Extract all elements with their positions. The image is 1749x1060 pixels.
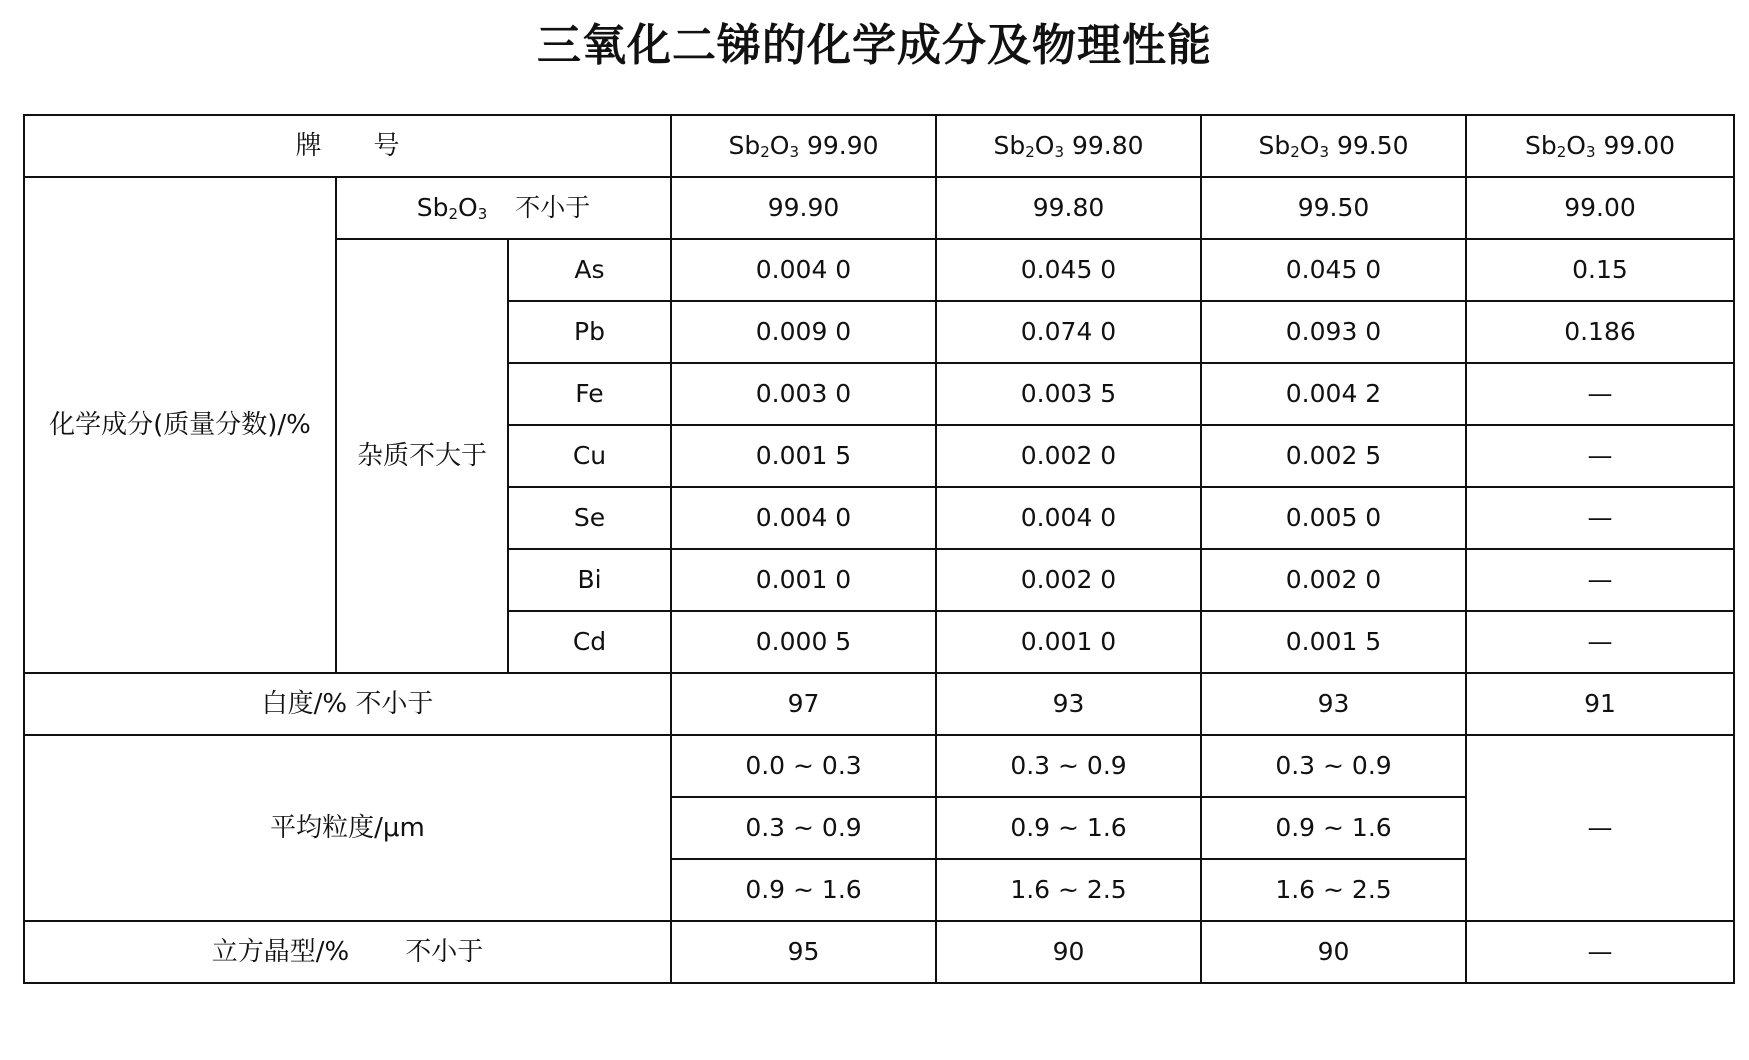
table-cell: 0.0 ~ 0.3 (671, 735, 936, 797)
table-cell: 99.80 (936, 177, 1201, 239)
table-cell: 0.002 0 (936, 549, 1201, 611)
grade-header-cell (24, 115, 671, 177)
particle-size-label: 平均粒度/μm (24, 735, 671, 921)
table-cell: 0.093 0 (1201, 301, 1466, 363)
table-cell: 0.002 0 (936, 425, 1201, 487)
table-cell: 0.001 5 (1201, 611, 1466, 673)
table-cell: — (1466, 921, 1734, 983)
table-cell: 90 (936, 921, 1201, 983)
main-content-label: $Sb_2O_3$ 不小于 (336, 177, 671, 239)
cubic-crystal-label: 立方晶型/% 不小于 (24, 921, 671, 983)
element-cell: As (508, 239, 671, 301)
table-cell: 1.6 ~ 2.5 (1201, 859, 1466, 921)
grade-cell-3: $Sb_2O_3$ 99.50 (1201, 115, 1466, 177)
table-row (24, 673, 1734, 735)
table-cell: 0.000 5 (671, 611, 936, 673)
grade-cell-4: $Sb_2O_3$ 99.00 (1466, 115, 1734, 177)
element-cell: Cu (508, 425, 671, 487)
table-cell: 0.3 ~ 0.9 (936, 735, 1201, 797)
table-cell: 0.009 0 (671, 301, 936, 363)
header-row (24, 115, 1734, 177)
table-cell: 93 (1201, 673, 1466, 735)
grade-cell-2: $Sb_2O_3$ 99.80 (936, 115, 1201, 177)
grade-header-label-a: 牌 (295, 131, 322, 161)
element-cell: Pb (508, 301, 671, 363)
table-cell: 99.50 (1201, 177, 1466, 239)
table-cell: 0.3 ~ 0.9 (671, 797, 936, 859)
table-cell: 91 (1466, 673, 1734, 735)
element-cell: Cd (508, 611, 671, 673)
table-cell: 0.003 0 (671, 363, 936, 425)
table-cell: — (1466, 735, 1734, 921)
table-cell: — (1466, 363, 1734, 425)
table-cell: 1.6 ~ 2.5 (936, 859, 1201, 921)
table-cell: 0.002 0 (1201, 549, 1466, 611)
element-cell: Bi (508, 549, 671, 611)
chem-composition-label: 化学成分(质量分数)/% (24, 177, 336, 673)
table-row (24, 177, 1734, 239)
whiteness-label: 白度/% 不小于 (24, 673, 671, 735)
table-row (24, 921, 1734, 983)
table-cell: 0.9 ~ 1.6 (671, 859, 936, 921)
table-cell: 93 (936, 673, 1201, 735)
table-cell: 90 (1201, 921, 1466, 983)
table-cell: 0.001 5 (671, 425, 936, 487)
table-row (24, 735, 1734, 797)
table-cell: 0.004 2 (1201, 363, 1466, 425)
spec-table (23, 114, 1735, 984)
page-title: 三氧化二锑的化学成分及物理性能 (537, 20, 1212, 71)
element-cell: Fe (508, 363, 671, 425)
grade-header-label-b: 号 (373, 131, 400, 161)
grade-cell-1: $Sb_2O_3$ 99.90 (671, 115, 936, 177)
table-cell: 0.005 0 (1201, 487, 1466, 549)
element-cell: Se (508, 487, 671, 549)
table-cell: 95 (671, 921, 936, 983)
table-cell: 0.9 ~ 1.6 (1201, 797, 1466, 859)
impurity-label: 杂质不大于 (336, 239, 508, 673)
table-cell: 0.002 5 (1201, 425, 1466, 487)
table-cell: 99.90 (671, 177, 936, 239)
table-cell: 0.074 0 (936, 301, 1201, 363)
table-cell: 0.045 0 (1201, 239, 1466, 301)
table-cell: 0.001 0 (936, 611, 1201, 673)
table-cell: 0.004 0 (671, 487, 936, 549)
table-cell: — (1466, 487, 1734, 549)
table-cell: 0.186 (1466, 301, 1734, 363)
table-cell: 0.3 ~ 0.9 (1201, 735, 1466, 797)
table-cell: 97 (671, 673, 936, 735)
table-cell: 0.15 (1466, 239, 1734, 301)
table-cell: 99.00 (1466, 177, 1734, 239)
table-cell: — (1466, 549, 1734, 611)
table-cell: 0.004 0 (936, 487, 1201, 549)
table-cell: 0.003 5 (936, 363, 1201, 425)
table-cell: 0.004 0 (671, 239, 936, 301)
table-cell: — (1466, 425, 1734, 487)
table-cell: 0.045 0 (936, 239, 1201, 301)
table-cell: 0.001 0 (671, 549, 936, 611)
table-cell: 0.9 ~ 1.6 (936, 797, 1201, 859)
table-cell: — (1466, 611, 1734, 673)
